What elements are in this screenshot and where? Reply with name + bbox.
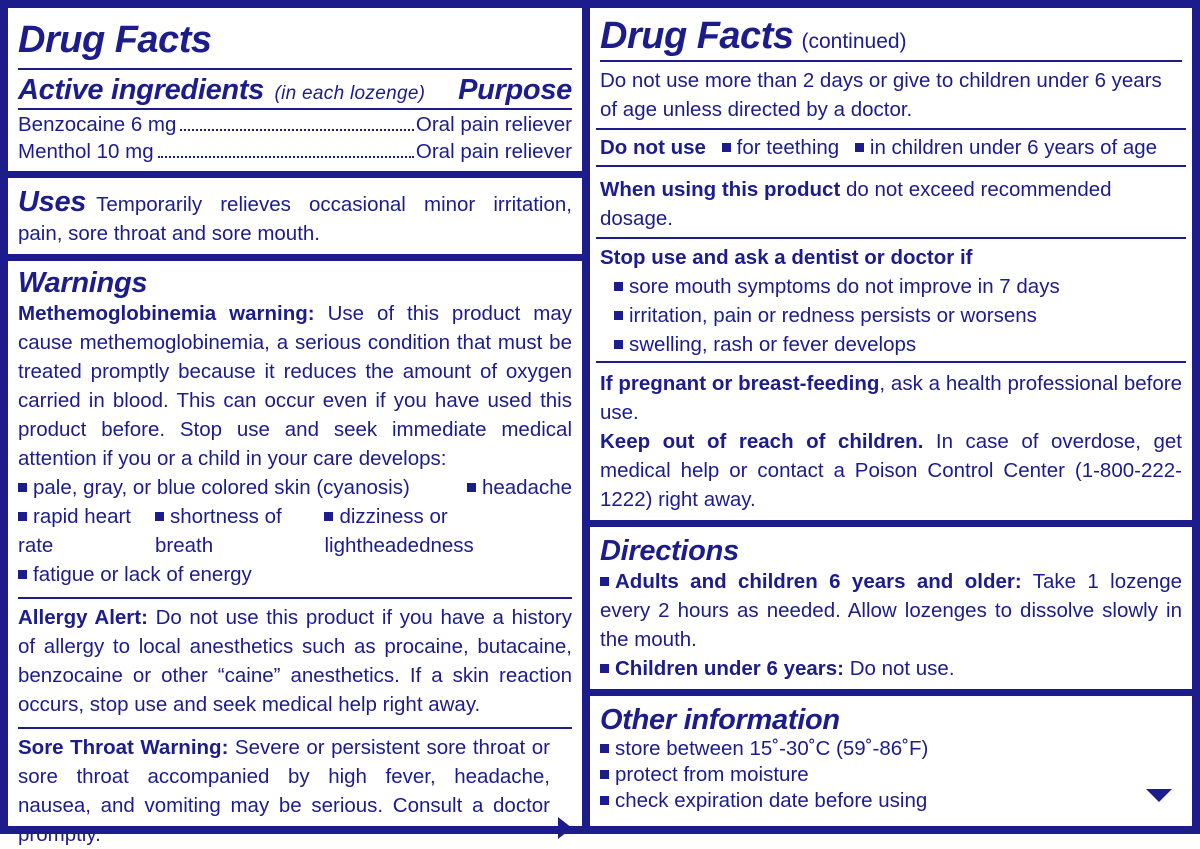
keep-out-text: In case of overdose, get medical help or contact a Poison Control Center (1-800-222-1222) right away. <box>600 430 1182 511</box>
triangle-down-icon <box>1146 789 1172 802</box>
section-separator <box>8 171 582 178</box>
bullet-icon <box>18 570 27 579</box>
uses-text: Temporarily relieves occasional minor irritation, pain, sore throat and sore mouth. <box>18 193 572 245</box>
drug-facts-continued-title: Drug Facts <box>600 14 793 58</box>
directions-section <box>590 527 1192 689</box>
bullet-icon <box>467 483 476 492</box>
other-information-heading: Other information <box>600 704 1182 736</box>
bullet-icon <box>855 143 864 152</box>
list-item: swelling, rash or fever develops <box>614 330 1182 359</box>
methemoglobinemia-text: Use of this product may cause methemoglobinemia, a serious condition that must be treated promptly because it reduces the amount of oxygen carried in blood. This can occur even if you have used this product before. Stop use and seek immediate medical attention if you or a child in your care develops: <box>18 302 572 470</box>
right-column <box>590 8 1192 826</box>
section-separator <box>590 520 1192 527</box>
do-not-use-label: Do not use <box>600 136 706 159</box>
pregnancy-label: If pregnant or breast-feeding <box>600 372 879 395</box>
keep-out-label: Keep out of reach of children. <box>600 430 923 453</box>
when-using-section <box>590 167 1192 237</box>
intro-text: Do not use more than 2 days or give to children under 6 years of age unless directed by a doctor. <box>600 66 1182 124</box>
dot-leader <box>180 129 414 131</box>
bullet-icon <box>614 311 623 320</box>
when-using-label: When using this product <box>600 178 840 201</box>
list-item: check expiration date before using <box>600 788 1182 814</box>
warning-divider <box>18 597 572 599</box>
stop-use-label: Stop use and ask a dentist or doctor if <box>600 246 972 269</box>
list-item: fatigue or lack of energy <box>18 563 252 586</box>
ingredient-purpose: Oral pain reliever <box>416 138 572 165</box>
sore-throat-warning <box>18 733 572 849</box>
warnings-section <box>8 261 582 849</box>
uses-section <box>8 178 582 254</box>
bullet-icon <box>324 512 333 521</box>
symptom-list <box>18 473 572 589</box>
ingredient-row <box>18 111 572 138</box>
directions-heading: Directions <box>600 535 1182 567</box>
list-item: pale, gray, or blue colored skin (cyanosis) <box>18 473 410 502</box>
children-label: Children under 6 years: <box>615 657 844 680</box>
continued-section <box>590 8 1192 128</box>
bullet-icon <box>18 512 27 521</box>
list-item: headache <box>467 473 572 502</box>
ingredient-purpose: Oral pain reliever <box>416 111 572 138</box>
list-item: irritation, pain or redness persists or worsens <box>614 301 1182 330</box>
title-rule <box>18 68 572 70</box>
allergy-text: Do not use this product if you have a history of allergy to local anesthetics such as procaine, butacaine, benzocaine or other “caine” anesthetics. If a skin reaction occurs, stop use and seek medical help right away. <box>18 606 572 716</box>
directions-adults <box>600 567 1182 654</box>
when-using-text: do not exceed recommended dosage. <box>600 178 1112 230</box>
active-qualifier: (in each lozenge) <box>274 83 425 104</box>
title-rule <box>600 60 1182 62</box>
bullet-icon <box>155 512 164 521</box>
left-column <box>8 8 582 826</box>
bullet-icon <box>600 577 609 586</box>
adults-label: Adults and children 6 years and older: <box>615 570 1022 593</box>
dot-leader <box>158 156 414 158</box>
pregnancy-warning <box>600 369 1182 427</box>
uses-heading: Uses <box>18 186 86 218</box>
list-item: shortness of breath <box>155 502 324 560</box>
list-item: in children under 6 years of age <box>855 136 1157 159</box>
drug-facts-title: Drug Facts <box>18 18 572 62</box>
list-item: dizziness or lightheadedness <box>324 502 572 560</box>
section-separator <box>590 689 1192 696</box>
bullet-icon <box>600 664 609 673</box>
list-item: sore mouth symptoms do not improve in 7 days <box>614 272 1182 301</box>
bullet-icon <box>722 143 731 152</box>
children-text: Do not use. <box>850 657 955 680</box>
triangle-right-icon <box>558 817 572 839</box>
sore-throat-label: Sore Throat Warning: <box>18 736 228 759</box>
list-item: for teething <box>722 136 840 159</box>
adults-text: Take 1 lozenge every 2 hours as needed. Allow lozenges to dissolve slowly in the mouth. <box>600 570 1182 651</box>
active-heading-row <box>18 74 572 106</box>
warnings-heading: Warnings <box>18 267 572 299</box>
active-ingredients-section <box>8 8 582 171</box>
active-ingredients-heading: Active ingredients <box>18 74 264 106</box>
continued-label: (continued) <box>801 30 906 54</box>
pregnancy-keep-out-section <box>590 363 1192 520</box>
bullet-icon <box>600 770 609 779</box>
ingredient-row <box>18 138 572 165</box>
warning-divider <box>18 727 572 729</box>
pregnancy-text: , ask a health professional before use. <box>600 372 1182 424</box>
sore-throat-text: Severe or persistent sore throat or sore throat accompanied by high fever, headache, nausea, and vomiting may be serious. Consult a doctor promptly. <box>18 736 550 846</box>
section-separator <box>8 254 582 261</box>
list-item: rapid heart rate <box>18 502 155 560</box>
directions-children <box>600 654 1182 683</box>
purpose-heading: Purpose <box>458 74 572 106</box>
stop-use-section <box>590 239 1192 361</box>
ingredient-name: Menthol 10 mg <box>18 138 154 165</box>
methemoglobinemia-label: Methemoglobinemia warning: <box>18 302 315 325</box>
bullet-icon <box>614 282 623 291</box>
bullet-icon <box>600 744 609 753</box>
do-not-use-section <box>590 130 1192 165</box>
bullet-icon <box>18 483 27 492</box>
bullet-icon <box>600 796 609 805</box>
methemoglobinemia-warning <box>18 299 572 473</box>
list-item: store between 15˚-30˚C (59˚-86˚F) <box>600 736 1182 762</box>
list-item: protect from moisture <box>600 762 1182 788</box>
keep-out-warning <box>600 427 1182 514</box>
ingredient-name: Benzocaine 6 mg <box>18 111 176 138</box>
other-information-section <box>590 696 1192 826</box>
bullet-icon <box>614 340 623 349</box>
column-divider <box>582 0 590 834</box>
allergy-alert <box>18 603 572 719</box>
allergy-label: Allergy Alert: <box>18 606 148 629</box>
